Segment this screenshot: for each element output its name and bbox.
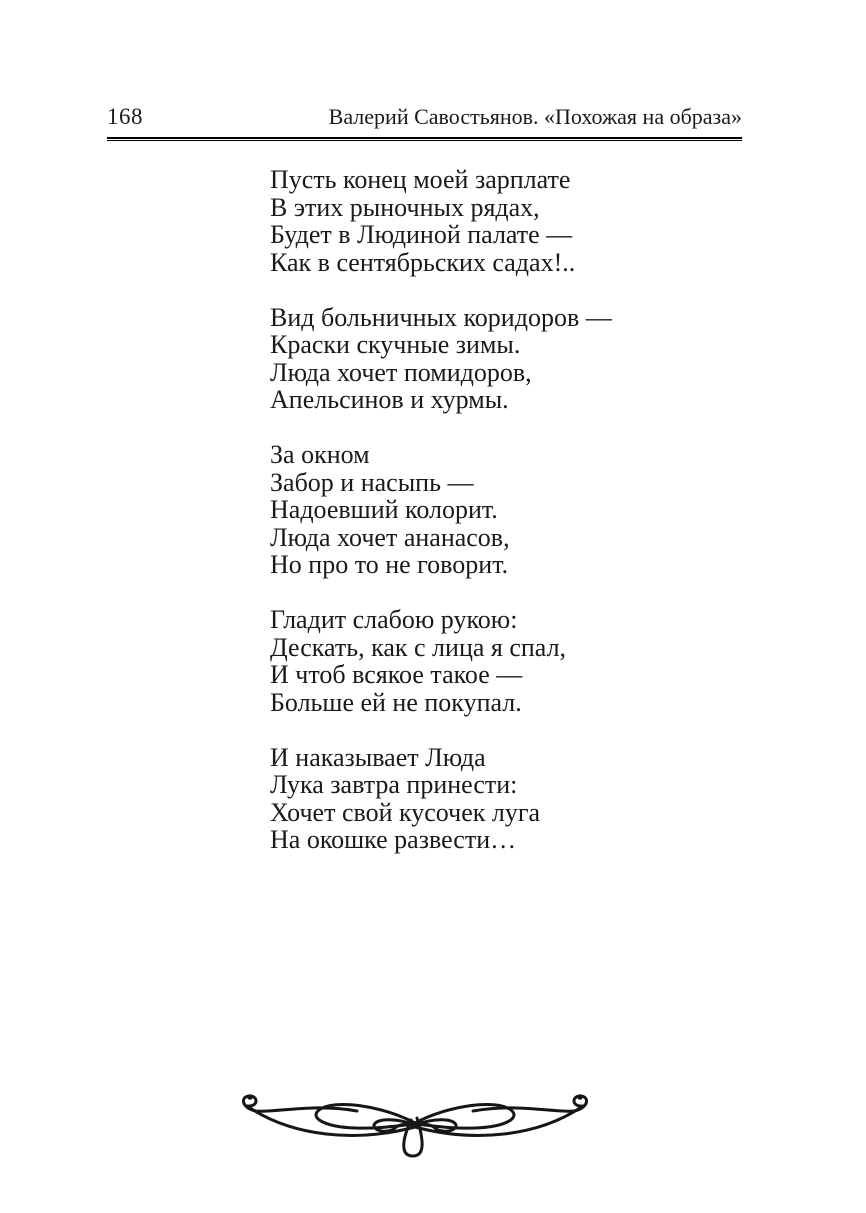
stanza (270, 744, 612, 854)
poem-line: Люда хочет ананасов, (270, 522, 510, 552)
poem-line: В этих рыночных рядах, (270, 192, 540, 222)
poem-line: Как в сентябрьских садах!.. (270, 247, 576, 277)
poem-line: Будет в Людиной палате — (270, 220, 573, 249)
poem-line: И наказывает Люда (270, 742, 486, 772)
stanza (270, 441, 612, 579)
poem-line: За окном (270, 440, 370, 469)
poem-line: Краски скучные зимы. (270, 330, 521, 359)
page-number: 168 (107, 104, 143, 129)
poem-line: Пусть конец моей зарплате (270, 165, 571, 194)
stanza (270, 606, 612, 716)
poem-line: Надоевший колорит. (270, 495, 498, 524)
poem-line: Но про то не говорит. (270, 550, 509, 579)
poem-line: Забор и насыпь — (270, 467, 474, 497)
flourish-divider-icon (233, 1090, 597, 1164)
poem-line: Апельсинов и хурмы. (270, 385, 509, 414)
poem-line: Гладит слабою рукою: (270, 605, 518, 634)
running-title: Валерий Савостьянов. «Похожая на образа» (328, 104, 742, 129)
poem-line: И чтоб всякое такое — (270, 660, 523, 689)
header-rule (107, 137, 742, 141)
poem-line: Хочет свой кусочек луга (270, 797, 541, 827)
page-header (107, 104, 742, 141)
poem-line: Люда хочет помидоров, (270, 357, 532, 387)
stanza (270, 166, 612, 276)
poem-line: Больше ей не покупал. (270, 687, 522, 717)
poem-line: На окошке развести… (270, 825, 517, 854)
poem-line: Дескать, как с лица я спал, (270, 632, 567, 662)
stanza (270, 304, 612, 414)
poem-line: Вид больничных коридоров — (270, 302, 612, 332)
poem (270, 166, 612, 881)
poem-line: Лука завтра принести: (270, 770, 518, 799)
